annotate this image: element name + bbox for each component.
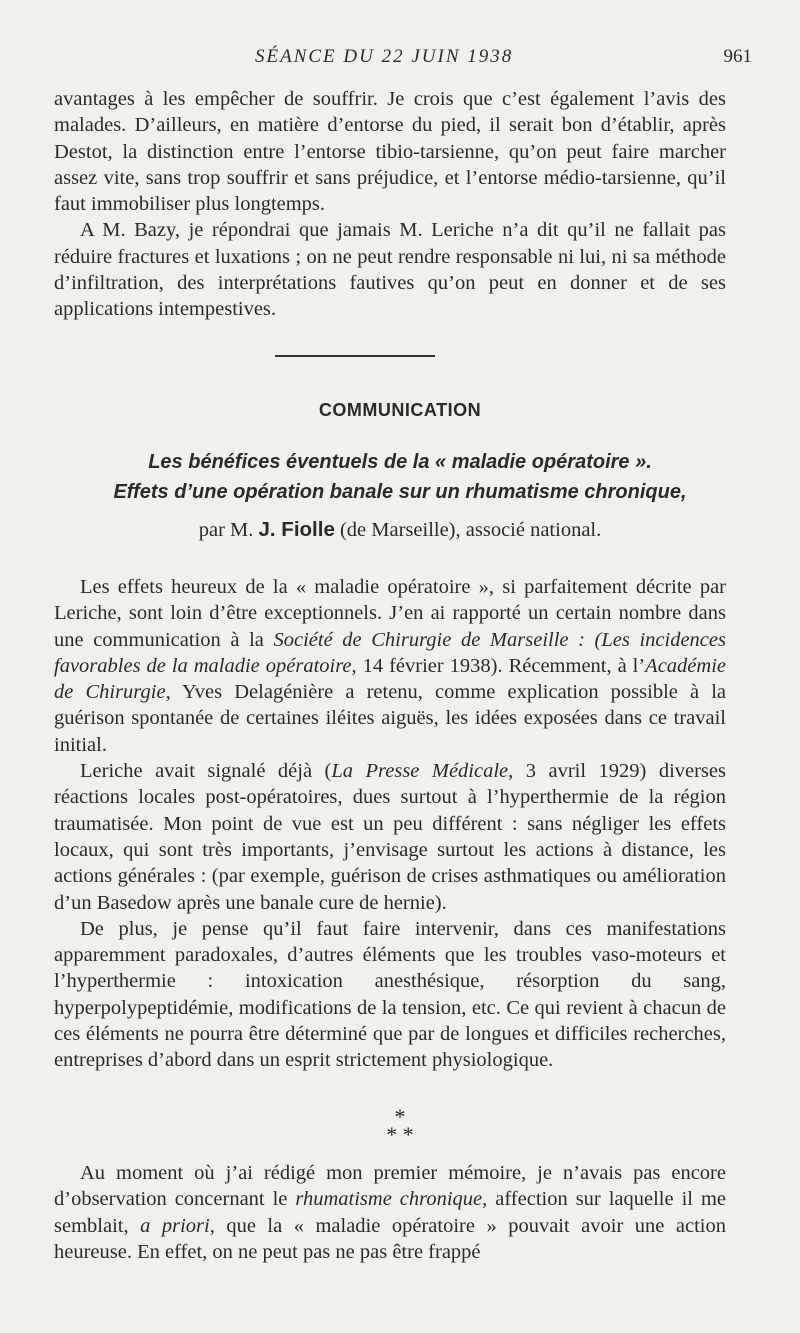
asterisk-bottom: * * [386,1122,414,1147]
author-name: J. Fiolle [258,518,335,541]
page-number: 961 [723,46,752,67]
p2-text-a: Leriche avait signalé déjà ( [80,760,332,783]
header-title: SÉANCE DU 22 JUIN 1938 [255,46,514,67]
p2-text-b: , 3 avril 1929) diverses réactions locales post-opératoires, dues surtout à l’hyperthermie de la région traumatisée. Mon point de vue est un peu différent : sans négliger les effets locaux, qui sont très importants, j’envisage surtout les actions à distance, les actions générales : (par exemple, guérison de crises asthmatiques ou amélioration d’un Basedow après une banale cure de hernie). [54,760,726,914]
intro-paragraph-1: avantages à les empêcher de souffrir. Je crois que c’est également l’avis des malades. D’ailleurs, en matière d’entorse du pied, il serait bon d’établir, après Destot, la distinction entre l’entorse tibio-tarsienne, qu’on peut faire marcher assez vite, sans trop souffrir et sans préjudice, et l’entorse médio-tarsienne, qu’il faut immobiliser plus longtemps. [54,88,726,216]
p1-society-ref: Société de Chirurgie de Marseille : (Les incidences favorables de la maladie opératoire, [54,628,726,677]
p4-apriori: a priori [140,1214,210,1237]
section-divider [275,355,435,357]
p4-text-c: , que la « maladie opératoire » pouvait avoir une action heureuse. En effet, on ne peut pas ne pas être frappé [54,1214,726,1263]
running-header [0,46,800,74]
body-text [54,574,726,1074]
byline [0,518,800,542]
p4-text-a: Au moment où j’ai rédigé mon premier mémoire, je n’avais pas encore d’observation concernant le [54,1162,726,1211]
p1-text-b: 14 février 1938). Récemment, à l’ [356,654,646,677]
byline-affiliation: (de Marseille), associé national. [339,519,602,541]
body-paragraph-3: De plus, je pense qu’il faut faire intervenir, dans ces manifestations apparemment paradoxales, d’autres éléments que les troubles vaso-moteurs et l’hyperthermie : intoxication anesthésique, résorption du sang, hyperpolypeptidémie, modifications de la tension, etc. Ce qui revient à chacun de ces éléments ne pourra être déterminé que par de longues et difficiles recherches, entreprises d’abord dans un esprit strictement physiologique. [54,917,726,1072]
asterisk-top: * [394,1104,406,1129]
p1-text-a: Les effets heureux de la « maladie opératoire », si parfaitement décrite par Leriche, sont loin d’être exceptionnels. J’en ai rapporté un certain nombre dans une communication à la [54,576,726,651]
body-paragraph-2 [54,758,726,916]
intro-text [54,86,726,323]
p2-journal-ref: La Presse Médicale [331,760,509,783]
article-title-line-1: Les bénéfices éventuels de la « maladie opératoire ». [148,451,652,473]
article-title-line-2: Effets d’une opération banale sur un rhumatisme chronique, [113,481,687,503]
body-text-continued [54,1160,726,1265]
body-paragraph-4 [54,1160,726,1265]
byline-prefix: par M. [198,519,254,541]
article-title [60,447,740,507]
p4-term: rhumatisme chronique [295,1188,483,1211]
section-heading: COMMUNICATION [318,400,482,420]
p1-text-c: , Yves Delagénière a retenu, comme explication possible à la guérison spontanée de certaines iléites aiguës, les idées exposées dans ce travail initial. [54,681,726,756]
intro-paragraph-2: A M. Bazy, je répondrai que jamais M. Leriche n’a dit qu’il ne fallait pas réduire fractures et luxations ; on ne peut rendre responsable ni lui, ni sa méthode d’infiltration, des interprétations fautives qu’on peut en donner et de ses applications intempestives. [54,219,726,321]
p1-academy-ref: Académie de Chirurgie [54,654,726,704]
p4-text-b: , affection sur laquelle il me semblait, [54,1188,726,1237]
section-asterisks [0,1104,800,1147]
body-paragraph-1 [54,574,726,758]
